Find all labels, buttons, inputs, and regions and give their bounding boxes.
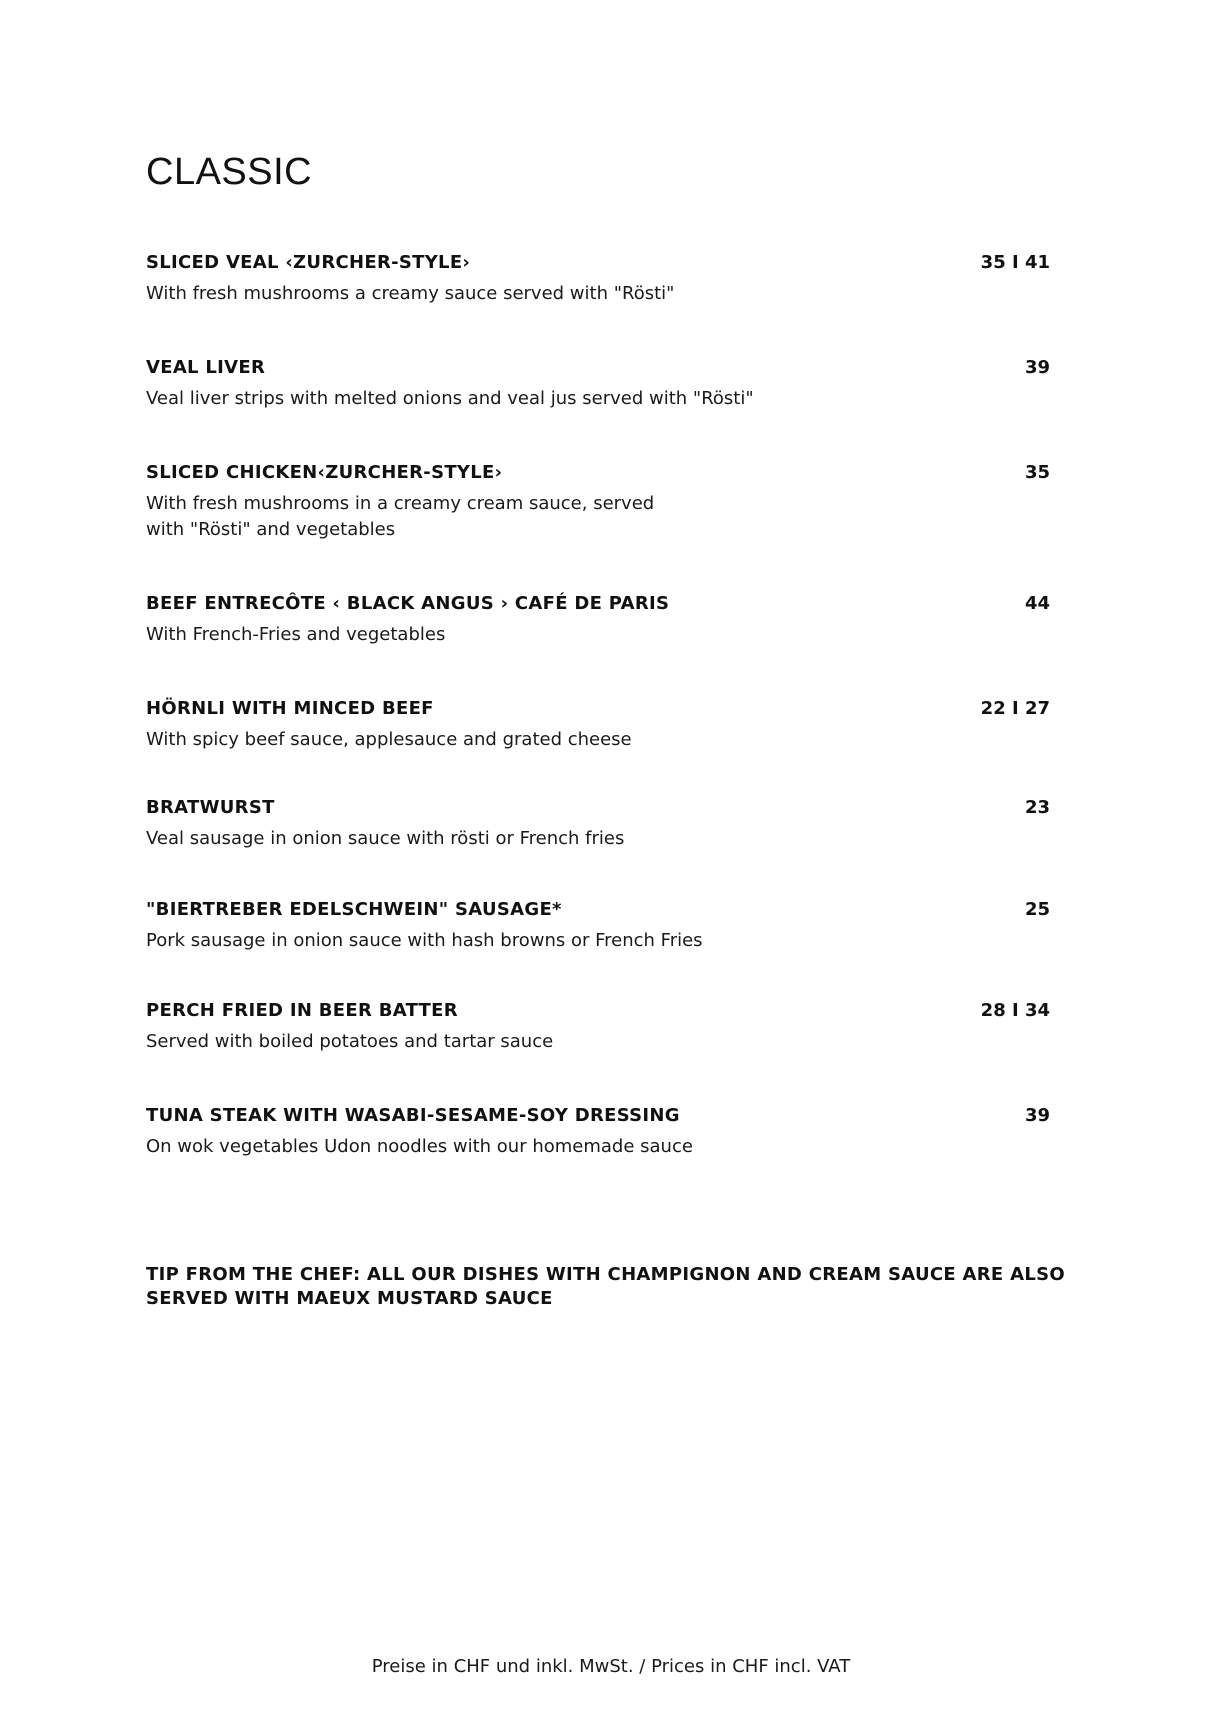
menu-item-description: On wok vegetables Udon noodles with our homemade sauce bbox=[146, 1136, 693, 1157]
menu-item-description: Served with boiled potatoes and tartar sauce bbox=[146, 1031, 554, 1052]
menu-item bbox=[146, 1105, 1050, 1160]
menu-item-name: HÖRNLI WITH MINCED BEEF bbox=[146, 698, 434, 719]
menu-item bbox=[146, 252, 1050, 307]
menu-item-header bbox=[146, 698, 1050, 722]
menu-item-price: 44 bbox=[1024, 593, 1050, 614]
menu-item-description: With fresh mushrooms in a creamy cream sauce, served with "Rösti" and vegetables bbox=[146, 493, 655, 540]
menu-item-price: 39 bbox=[1024, 1105, 1050, 1126]
menu-item-price: 35 I 41 bbox=[980, 252, 1050, 273]
menu-item-description: Veal liver strips with melted onions and veal jus served with "Rösti" bbox=[146, 388, 754, 409]
menu-item-price: 35 bbox=[1024, 462, 1050, 483]
menu-item-header bbox=[146, 252, 1050, 276]
menu-item bbox=[146, 899, 1050, 954]
menu-item-price: 39 bbox=[1024, 357, 1050, 378]
menu-item bbox=[146, 797, 1050, 852]
menu-item-header bbox=[146, 593, 1050, 617]
menu-item-price: 25 bbox=[1024, 899, 1050, 920]
menu-item-price: 28 I 34 bbox=[980, 1000, 1050, 1021]
menu-item bbox=[146, 357, 1050, 412]
menu-item-price: 23 bbox=[1024, 797, 1050, 818]
menu-item-header bbox=[146, 1000, 1050, 1024]
menu-item-description: With spicy beef sauce, applesauce and grated cheese bbox=[146, 729, 632, 750]
menu-item-description: Veal sausage in onion sauce with rösti or French fries bbox=[146, 828, 625, 849]
menu-item bbox=[146, 698, 1050, 753]
menu-item-header bbox=[146, 1105, 1050, 1129]
menu-item-name: BRATWURST bbox=[146, 797, 275, 818]
menu-item bbox=[146, 1000, 1050, 1055]
price-footer: Preise in CHF und inkl. MwSt. / Prices in CHF incl. VAT bbox=[371, 1656, 851, 1677]
menu-item-header bbox=[146, 899, 1050, 923]
page-title: CLASSIC bbox=[146, 151, 313, 193]
chef-tip: TIP FROM THE CHEF: ALL OUR DISHES WITH CHAMPIGNON AND CREAM SAUCE ARE ALSO SERVED WITH MAEUX MUSTARD SAUCE bbox=[146, 1264, 1065, 1309]
menu-item-name: VEAL LIVER bbox=[146, 357, 266, 378]
menu-item-name: TUNA STEAK WITH WASABI-SESAME-SOY DRESSING bbox=[146, 1105, 680, 1126]
menu-item-description: Pork sausage in onion sauce with hash browns or French Fries bbox=[146, 930, 703, 951]
menu-item-name: "BIERTREBER EDELSCHWEIN" SAUSAGE* bbox=[146, 899, 562, 920]
menu-item bbox=[146, 593, 1050, 648]
menu-item-name: SLICED VEAL ‹ZURCHER-STYLE› bbox=[146, 252, 471, 273]
menu-item-name: BEEF ENTRECÔTE ‹ BLACK ANGUS › CAFÉ DE PARIS bbox=[146, 593, 670, 614]
menu-item-name: SLICED CHICKEN‹ZURCHER-STYLE› bbox=[146, 462, 503, 483]
menu-item-name: PERCH FRIED IN BEER BATTER bbox=[146, 1000, 458, 1021]
menu-item-header bbox=[146, 357, 1050, 381]
menu-item-description: With French-Fries and vegetables bbox=[146, 624, 446, 645]
menu-item-description: With fresh mushrooms a creamy sauce served with "Rösti" bbox=[146, 283, 675, 304]
menu-item-header bbox=[146, 797, 1050, 821]
menu-item bbox=[146, 462, 1050, 543]
menu-item-header bbox=[146, 462, 1050, 486]
menu-item-price: 22 I 27 bbox=[980, 698, 1050, 719]
